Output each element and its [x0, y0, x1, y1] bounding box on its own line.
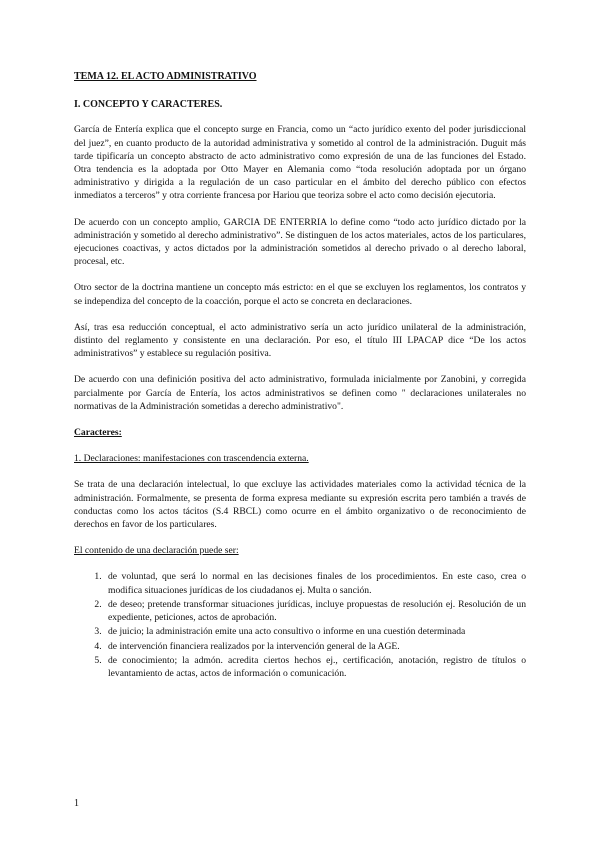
list-item: 5. de conocimiento; la admón. acredita ciertos hechos ej., certificación, anotación, registro de títulos o levantamiento de actas, actos de información o comunicación. — [104, 654, 526, 680]
paragraph: García de Entería explica que el concepto surge en Francia, como un “acto jurídico exento del poder jurisdiccional del juez”, en cuanto producto de la autoridad administrativa y sometido al control de la administración. Duguit más tarde tipificaría un concepto abstracto de acto administrativo como expresión de una de las funciones del Estado. Otra tendencia es la adoptada por Otto Mayer en Alemania como “toda resolución adoptada por un órgano administrativo y dirigida a la regulación de un caso particular en el ámbito del derecho público con efectos inmediatos a terceros” y otra corriente francesa por Hariou que teoriza sobre el acto como decisión ejecutoria. — [74, 124, 526, 202]
list-item: 3. de juicio; la administración emite una acto consultivo o informe en una cuestión determinada — [104, 625, 526, 638]
caracteres-heading: Caracteres: — [74, 427, 122, 439]
contenido-list — [74, 570, 526, 680]
document-title: TEMA 12. EL ACTO ADMINISTRATIVO — [74, 71, 257, 82]
section-heading: I. CONCEPTO Y CARACTERES. — [74, 99, 223, 111]
contenido-heading: El contenido de una declaración puede ser: — [74, 545, 239, 557]
page-content — [74, 70, 526, 681]
paragraph: Otro sector de la doctrina mantiene un concepto más estricto: en el que se excluyen los reglamentos, los contratos y se independiza del concepto de la coacción, porque el acto se concreta en declaraciones. — [74, 282, 526, 307]
paragraph: De acuerdo con una definición positiva del acto administrativo, formulada inicialmente por Zanobini, y corregida parcialmente por García de Entería, los actos administrativos se definen como " declaraciones unilaterales no normativas de la Administración sometidas a derecho administrativo". — [74, 374, 526, 412]
paragraph: Así, tras esa reducción conceptual, el acto administrativo sería un acto jurídico unilateral de la administración, distinto del reglamento y consistente en una declaración. Por eso, el título III LPACAP dice “De los actos administrativos” y establece su regulación positiva. — [74, 321, 526, 360]
paragraph: Se trata de una declaración intelectual, lo que excluye las actividades materiales como la actividad técnica de la administración. Formalmente, se presenta de forma expresa mediante su expresión escrita pero también a través de conductas como los actos tácitos (S.4 RBCL) como ocurre en el ámbito organizativo o de reconocimiento de derechos en favor de los particulares. — [74, 479, 526, 531]
list-item: 4. de intervención financiera realizados por la intervención general de la AGE. — [104, 640, 526, 653]
paragraph: De acuerdo con un concepto amplio, GARCIA DE ENTERRIA lo define como “todo acto jurídico dictado por la administración y sometido al derecho administrativo”. Se distinguen de los actos materiales, actos de los particulares, ejecuciones coactivas, y actos dictados por la administración sometidos al derecho privado o al derecho laboral, procesal, etc. — [74, 216, 526, 268]
subsection-heading: 1. Declaraciones: manifestaciones con trascendencia externa. — [74, 453, 309, 465]
list-item: 1. de voluntad, que será lo normal en las decisiones finales de los procedimientos. En este caso, crea o modifica situaciones jurídicas de los ciudadanos ej. Multa o sanción. — [104, 570, 526, 596]
list-item: 2. de deseo; pretende transformar situaciones jurídicas, incluye propuestas de resolución ej. Resolución de un expediente, peticiones, actos de aprobación. — [104, 598, 526, 624]
page-number: 1 — [74, 798, 79, 809]
